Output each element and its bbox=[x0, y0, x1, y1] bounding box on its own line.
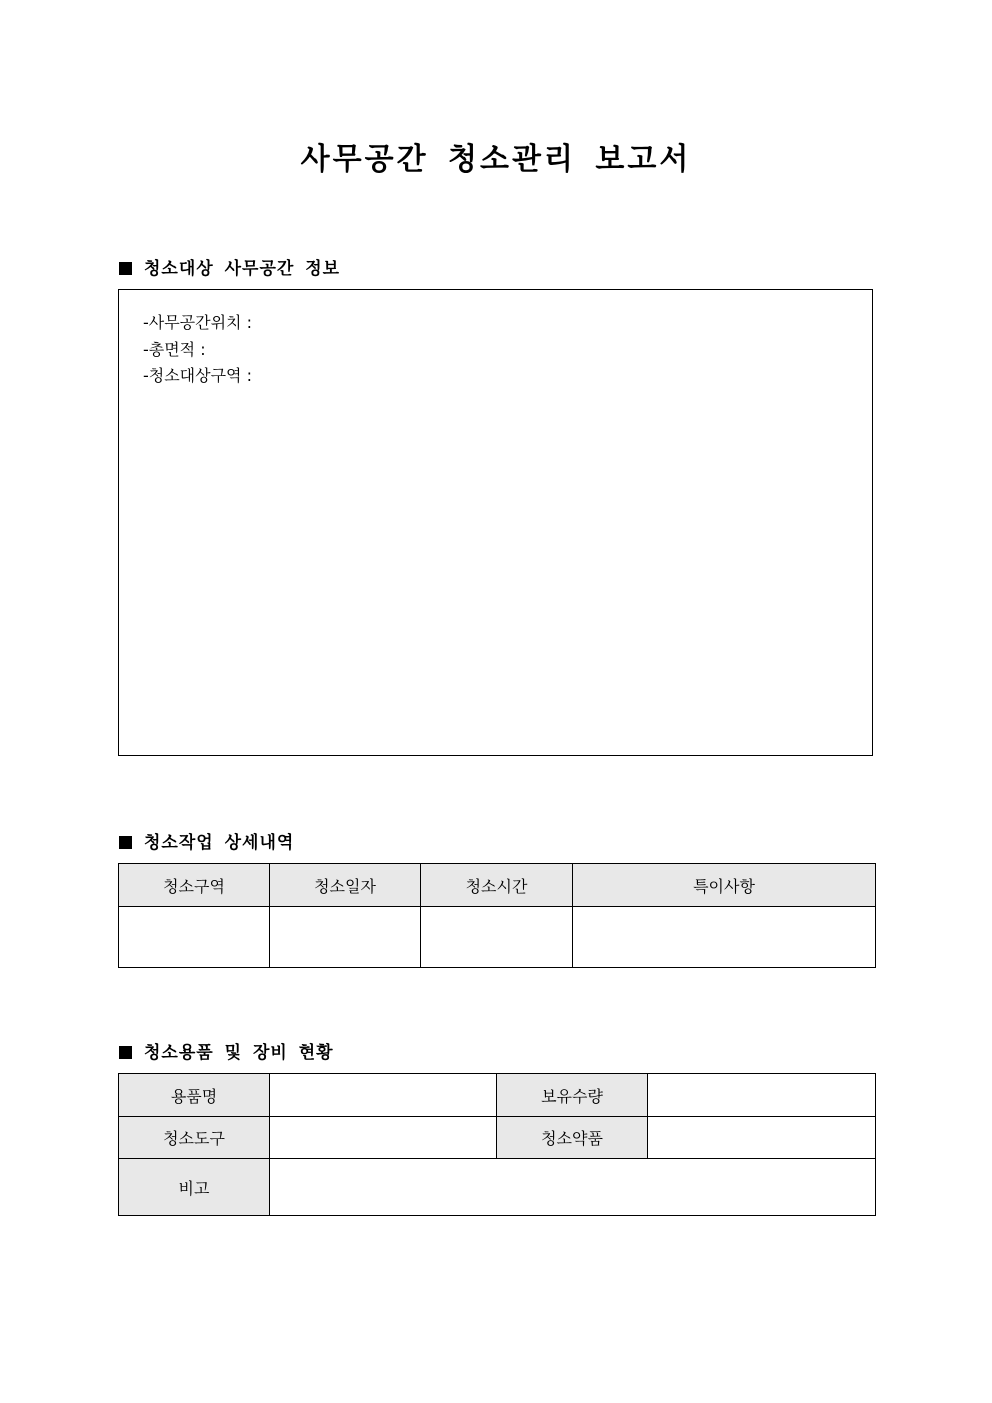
remarks-input[interactable] bbox=[270, 1159, 876, 1216]
location-line: -사무공간위치 : bbox=[143, 313, 252, 332]
section-heading-text: 청소작업 상세내역 bbox=[144, 833, 295, 853]
section-heading-text: 청소용품 및 장비 현황 bbox=[144, 1043, 334, 1063]
column-header-time: 청소시간 bbox=[421, 864, 573, 907]
office-info-box bbox=[118, 289, 873, 756]
section-heading-work-details bbox=[119, 828, 294, 853]
supplies-table bbox=[118, 1073, 876, 1216]
table-header-row bbox=[119, 864, 876, 907]
square-bullet-icon bbox=[119, 262, 132, 275]
label-quantity: 보유수량 bbox=[497, 1074, 648, 1117]
column-header-notes: 특이사항 bbox=[573, 864, 876, 907]
target-area-line: -청소대상구역 : bbox=[143, 366, 252, 385]
quantity-input[interactable] bbox=[648, 1074, 876, 1117]
table-row bbox=[119, 1074, 876, 1117]
label-tools: 청소도구 bbox=[119, 1117, 270, 1159]
column-header-date: 청소일자 bbox=[270, 864, 421, 907]
cell-notes-input[interactable] bbox=[573, 907, 876, 968]
section-heading-supplies bbox=[119, 1038, 334, 1063]
table-row bbox=[119, 907, 876, 968]
section-heading-office-info bbox=[119, 254, 340, 279]
office-info-lines bbox=[143, 310, 252, 390]
section-heading-text: 청소대상 사무공간 정보 bbox=[144, 259, 341, 279]
tools-input[interactable] bbox=[270, 1117, 497, 1159]
cell-time-input[interactable] bbox=[421, 907, 573, 968]
column-header-area: 청소구역 bbox=[119, 864, 270, 907]
chemicals-input[interactable] bbox=[648, 1117, 876, 1159]
item-name-input[interactable] bbox=[270, 1074, 497, 1117]
cell-area-input[interactable] bbox=[119, 907, 270, 968]
cell-date-input[interactable] bbox=[270, 907, 421, 968]
page-title: 사무공간 청소관리 보고서 bbox=[300, 142, 692, 177]
table-row bbox=[119, 1159, 876, 1216]
work-details-table bbox=[118, 863, 876, 968]
square-bullet-icon bbox=[119, 1046, 132, 1059]
label-item-name: 용품명 bbox=[119, 1074, 270, 1117]
square-bullet-icon bbox=[119, 836, 132, 849]
label-remarks: 비고 bbox=[119, 1159, 270, 1216]
total-area-line: -총면적 : bbox=[143, 339, 206, 359]
label-chemicals: 청소약품 bbox=[497, 1117, 648, 1159]
table-row bbox=[119, 1117, 876, 1159]
